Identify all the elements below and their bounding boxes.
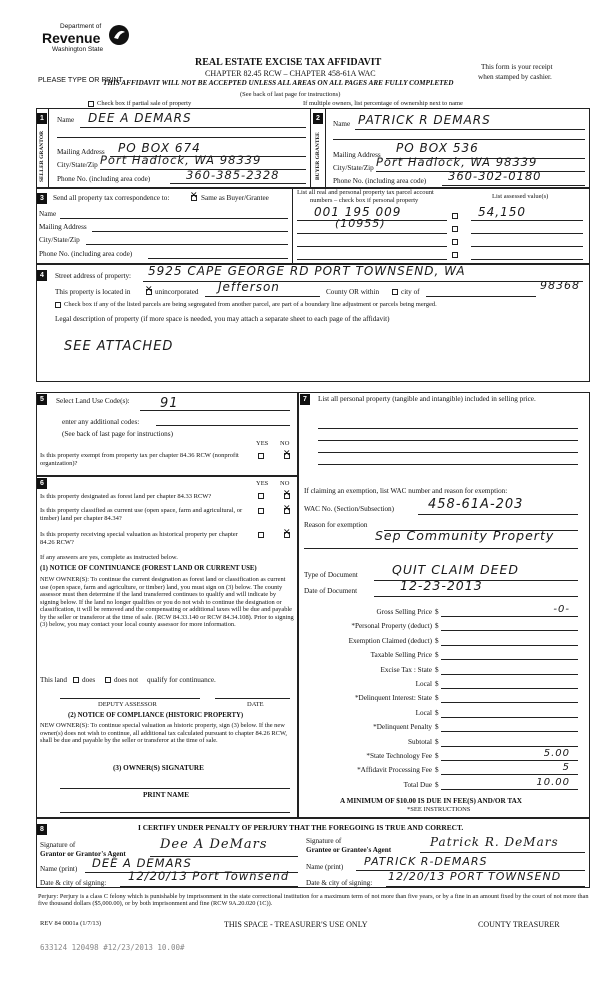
grantee-sig-label-2: Grantee or Grantee's Agent: [306, 846, 392, 854]
grantor-name-label: Name (print): [40, 865, 78, 873]
seller-name-label: Name: [57, 116, 75, 124]
legal-description-label: Legal description of property (if more space is needed, you may attach a separate sheet to each page of the affidavit): [55, 315, 390, 323]
county-treasurer-label: COUNTY TREASURER: [478, 920, 560, 929]
does-not-checkbox[interactable]: [105, 677, 111, 683]
fee-label: Exemption Claimed (deduct): [348, 637, 432, 645]
current-use-no-checkbox[interactable]: [284, 508, 290, 514]
fee-label: *Personal Property (deduct): [351, 622, 432, 630]
same-as-buyer-checkbox[interactable]: [191, 195, 197, 201]
grantor-date-label: Date & city of signing:: [40, 879, 107, 887]
fee-value[interactable]: 5.00: [543, 748, 570, 759]
buyer-name[interactable]: PATRICK R DEMARS: [358, 113, 491, 127]
partial-sale-checkbox[interactable]: [88, 101, 94, 107]
wac-number-value[interactable]: 458-61A-203: [428, 497, 524, 512]
grantee-signature[interactable]: Patrick R. DeMars: [430, 835, 559, 849]
parcel-number-1[interactable]: 001 195 009: [314, 205, 402, 219]
if-yes-instruction: If any answers are yes, complete as instructed below.: [40, 554, 178, 561]
receipt-line-2: when stamped by cashier.: [478, 73, 552, 81]
parcel-header-2: numbers – check box if personal property: [310, 197, 419, 204]
please-type: PLEASE TYPE OR PRINT: [38, 75, 123, 84]
fee-label: *State Technology Fee: [366, 752, 432, 760]
same-as-buyer-label: Same as Buyer/Grantee: [201, 194, 269, 202]
minimum-due-note: A MINIMUM OF $10.00 IS DUE IN FEE(S) AND/OR TAX: [340, 797, 522, 805]
deputy-date-label: DATE: [247, 701, 264, 708]
county-name[interactable]: Jefferson: [218, 280, 280, 294]
fee-dollar-sign: $: [435, 666, 439, 674]
segregated-checkbox[interactable]: [55, 302, 61, 308]
qualify-label: qualify for continuance.: [147, 676, 216, 684]
exemption-reason-label: Reason for exemption: [304, 521, 368, 529]
parcel-3-personal-checkbox[interactable]: [452, 239, 458, 245]
fee-dollar-sign: $: [435, 622, 439, 630]
section-6-no: NO: [280, 480, 290, 487]
county-or-within-label: County OR within: [326, 288, 380, 296]
grantee-sig-label-1: Signature of: [306, 837, 342, 845]
nonprofit-yes-checkbox[interactable]: [258, 453, 264, 459]
notice-compliance-body: NEW OWNER(S): To continue special valuation as historic property, sign (3) below. If the new owner(s) does not wish to continue, all additional tax calculated pursuant to chapter 84.26 RCW, shall be due and payable by the seller or transferor at the time of sale.: [40, 722, 287, 745]
print-name-label: PRINT NAME: [143, 791, 189, 799]
document-date-label: Date of Document: [304, 587, 358, 595]
corr-city-label: City/State/Zip: [39, 236, 80, 244]
grantor-printed-name[interactable]: DEE A DEMARS: [92, 856, 192, 870]
fee-value[interactable]: 5: [562, 762, 570, 773]
notice-continuance-title: (1) NOTICE OF CONTINUANCE (FOREST LAND OR CURRENT USE): [40, 565, 257, 572]
receipt-line-1: This form is your receipt: [481, 63, 553, 71]
perjury-statement: Perjury: Perjury is a class C felony which is punishable by imprisonment in the state correctional institution for a maximum term of not more than five years, or by a fine in an amount fixed by the court of not more than five thousand dollars ($5,000.00), or by both imprisonment and fine (RCW 9A.20.020 (1C)).: [38, 893, 589, 908]
fee-label: Taxable Selling Price: [370, 651, 432, 659]
parcel-1-personal-checkbox[interactable]: [452, 213, 458, 219]
city-of-label: city of: [401, 288, 420, 296]
fee-label: Local: [415, 709, 432, 717]
section-4-number: 4: [37, 270, 47, 281]
grantee-date-label: Date & city of signing:: [306, 879, 373, 887]
section-5-see-back: (See back of last page for instructions): [62, 430, 173, 438]
seller-mailing[interactable]: PO BOX 674: [118, 141, 201, 155]
logo-dept-of: Department of: [60, 23, 102, 30]
buyer-phone[interactable]: 360-302-0180: [448, 169, 542, 183]
this-land-label: This land: [40, 676, 67, 684]
grantor-signature[interactable]: Dee A DeMars: [160, 837, 268, 852]
street-address-label: Street address of property:: [55, 272, 132, 280]
logo-revenue: Revenue: [42, 30, 101, 46]
does-not-label: does not: [114, 676, 139, 684]
see-back-header: (See back of last page for instructions): [240, 91, 341, 98]
deputy-assessor-label: DEPUTY ASSESSOR: [98, 701, 157, 708]
revenue-logo: [30, 22, 140, 66]
treasurer-stamp: 633124 120498 #12/23/2013 10.00#: [40, 943, 185, 952]
segregated-label: Check box if any of the listed parcels are being segregated from another parcel, are part of a boundary line adjustment or parcels being merged.: [64, 301, 437, 308]
city-of-checkbox[interactable]: [392, 289, 398, 295]
owner-signature-label: (3) OWNER(S) SIGNATURE: [113, 764, 204, 772]
assessed-header: List assessed value(s): [492, 193, 549, 200]
notice-continuance-body: NEW OWNER(S): To continue the current designation as forest land or classification as current use (open space, farm and agriculture, or timber) land, you must sign on (3) below. The county assessor must then determine if the land transferred continues to qualify and will indicate by signing below. If the land no longer qualifies or you do not wish to continue the designation or classification, it will be removed and the compensating or additional taxes will be due and payable by the seller or transferor at the time of sale. (RCW 84.33.140 or RCW 84.34.108). Prior to signing (3) below, you may contact your local county assessor for more information.: [40, 576, 294, 629]
historic-no-checkbox[interactable]: [284, 532, 290, 538]
fee-dollar-sign: $: [435, 637, 439, 645]
section-3-number: 3: [37, 193, 47, 204]
seller-mailing-label: Mailing Address: [57, 148, 105, 156]
fee-label: Gross Selling Price: [376, 608, 432, 616]
exemption-claim-label: If claiming an exemption, list WAC number and reason for exemption:: [304, 487, 508, 495]
seller-name[interactable]: DEE A DEMARS: [88, 111, 192, 125]
fee-dollar-sign: $: [435, 680, 439, 688]
fee-label: *Delinquent Penalty: [373, 723, 432, 731]
legal-description-value[interactable]: SEE ATTACHED: [64, 339, 174, 354]
fee-dollar-sign: $: [435, 766, 439, 774]
document-date-value[interactable]: 12-23-2013: [400, 578, 483, 593]
section-8-number: 8: [37, 824, 47, 835]
page-title: REAL ESTATE EXCISE TAX AFFIDAVIT: [195, 57, 382, 68]
wac-number-label: WAC No. (Section/Subsection): [304, 505, 395, 513]
select-land-use-label: Select Land Use Code(s):: [56, 397, 130, 405]
current-use-yes-checkbox[interactable]: [258, 508, 264, 514]
section-6-yes: YES: [256, 480, 269, 487]
fee-label: Total Due: [403, 781, 432, 789]
parcel-2-personal-checkbox[interactable]: [452, 226, 458, 232]
nonprofit-question: Is this property exempt from property tax per chapter 84.36 RCW (nonprofit organization)?: [40, 452, 239, 467]
fee-value[interactable]: 10.00: [536, 777, 570, 788]
corr-name-label: Name: [39, 210, 57, 218]
multiple-owners-label: If multiple owners, list percentage of ownership next to name: [303, 100, 463, 107]
does-checkbox[interactable]: [73, 677, 79, 683]
section-7-number: 7: [300, 394, 310, 405]
corr-phone-label: Phone No. (including area code): [39, 250, 133, 258]
unincorporated-checkbox[interactable]: [146, 289, 152, 295]
personal-property-label: List all personal property (tangible and intangible) included in selling price.: [318, 395, 536, 403]
logo-state: Washington State: [52, 46, 104, 53]
grantee-name-label: Name (print): [306, 863, 344, 871]
street-address[interactable]: 5925 CAPE GEORGE RD PORT TOWNSEND, WA: [148, 264, 466, 278]
buyer-mailing[interactable]: PO BOX 536: [396, 141, 479, 155]
fee-label: *Delinquent Interest: State: [354, 694, 432, 702]
seller-city-label: City/State/Zip: [57, 161, 98, 169]
chapter-line: CHAPTER 82.45 RCW – CHAPTER 458-61A WAC: [205, 69, 376, 78]
fee-dollar-sign: $: [435, 752, 439, 760]
send-correspondence-label: Send all property tax correspondence to:: [53, 194, 170, 202]
fee-dollar-sign: $: [435, 694, 439, 702]
historic-question: Is this property receiving special valuation as historical property per chapter 84.26 RCW?: [40, 531, 238, 546]
additional-codes-label: enter any additional codes:: [62, 418, 140, 426]
fee-label: Excise Tax : State: [380, 666, 432, 674]
grantor-date-city[interactable]: 12/20/13 Port Townsend: [128, 869, 290, 883]
fee-dollar-sign: $: [435, 738, 439, 746]
corr-mailing-label: Mailing Address: [39, 223, 87, 231]
historic-yes-checkbox[interactable]: [258, 532, 264, 538]
notice-line: THIS AFFIDAVIT WILL NOT BE ACCEPTED UNLESS ALL AREAS ON ALL PAGES ARE FULLY COMPLETED: [103, 79, 454, 87]
seller-side-label: SELLER GRANTOR: [39, 130, 45, 182]
section-2-number: 2: [313, 113, 323, 124]
buyer-mailing-label: Mailing Address: [333, 151, 381, 159]
current-use-question: Is this property classified as current use (open space, farm and agricultural, or timber) land per chapter 84.34?: [40, 507, 243, 522]
section-6-number: 6: [37, 478, 47, 489]
seller-phone[interactable]: 360-385-2328: [186, 168, 280, 182]
forest-yes-checkbox[interactable]: [258, 493, 264, 499]
section-5-yes: YES: [256, 440, 269, 447]
buyer-city[interactable]: Port Hadlock, WA 98339: [376, 155, 538, 169]
nonprofit-no-checkbox[interactable]: [284, 453, 290, 459]
fee-dollar-sign: $: [435, 781, 439, 789]
buyer-city-label: City/State/Zip: [333, 164, 374, 172]
grantor-sig-label-2: Grantor or Grantor's Agent: [40, 850, 126, 858]
assessed-value-1[interactable]: 54,150: [478, 205, 526, 219]
fee-label: Subtotal: [408, 738, 432, 746]
see-instructions-note: *SEE INSTRUCTIONS: [407, 806, 471, 813]
parcel-number-1b[interactable]: (10955): [335, 217, 386, 230]
certify-statement: I CERTIFY UNDER PENALTY OF PERJURY THAT THE FOREGOING IS TRUE AND CORRECT.: [138, 823, 464, 832]
buyer-side-label: BUYER GRANTEE: [315, 132, 321, 180]
section-5-no: NO: [280, 440, 290, 447]
grantee-printed-name[interactable]: PATRICK R-DEMARS: [364, 855, 488, 868]
street-zip[interactable]: 98368: [540, 279, 580, 292]
forest-land-question: Is this property designated as forest land per chapter 84.33 RCW?: [40, 493, 212, 500]
land-use-code[interactable]: 91: [160, 396, 179, 411]
fee-dollar-sign: $: [435, 608, 439, 616]
section-1-number: 1: [37, 113, 47, 124]
partial-sale-label: Check box if partial sale of property: [97, 100, 192, 107]
form-revision: REV 84 0001a (1/7/13): [40, 920, 102, 927]
grantee-date-city[interactable]: 12/20/13 PORT TOWNSEND: [388, 870, 562, 883]
seller-city[interactable]: Port Hadlock, WA 98339: [100, 153, 262, 167]
document-type-label: Type of Document: [304, 571, 358, 579]
fee-label: *Affidavit Processing Fee: [357, 766, 432, 774]
exemption-reason-value[interactable]: Sep Community Property: [375, 528, 555, 543]
fee-dollar-sign: $: [435, 651, 439, 659]
buyer-phone-label: Phone No. (including area code): [333, 177, 427, 185]
parcel-4-personal-checkbox[interactable]: [452, 252, 458, 258]
fee-dollar-sign: $: [435, 723, 439, 731]
revenue-logo-icon: [108, 24, 130, 46]
forest-no-checkbox[interactable]: [284, 493, 290, 499]
grantor-sig-label-1: Signature of: [40, 841, 76, 849]
parcel-header-1: List all real and personal property tax parcel account: [297, 189, 434, 196]
document-type-value[interactable]: QUIT CLAIM DEED: [392, 562, 520, 577]
unincorporated-label: unincorporated: [155, 288, 199, 296]
fee-dollar-sign: $: [435, 709, 439, 717]
section-5-number: 5: [37, 394, 47, 405]
located-in-label: This property is located in: [55, 288, 131, 296]
buyer-name-label: Name: [333, 120, 351, 128]
seller-phone-label: Phone No. (including area code): [57, 175, 151, 183]
treasurer-use-label: THIS SPACE - TREASURER'S USE ONLY: [224, 920, 368, 929]
notice-compliance-title: (2) NOTICE OF COMPLIANCE (HISTORIC PROPERTY): [68, 712, 244, 719]
does-label: does: [82, 676, 96, 684]
fee-label: Local: [415, 680, 432, 688]
fee-value[interactable]: -0-: [553, 604, 570, 615]
